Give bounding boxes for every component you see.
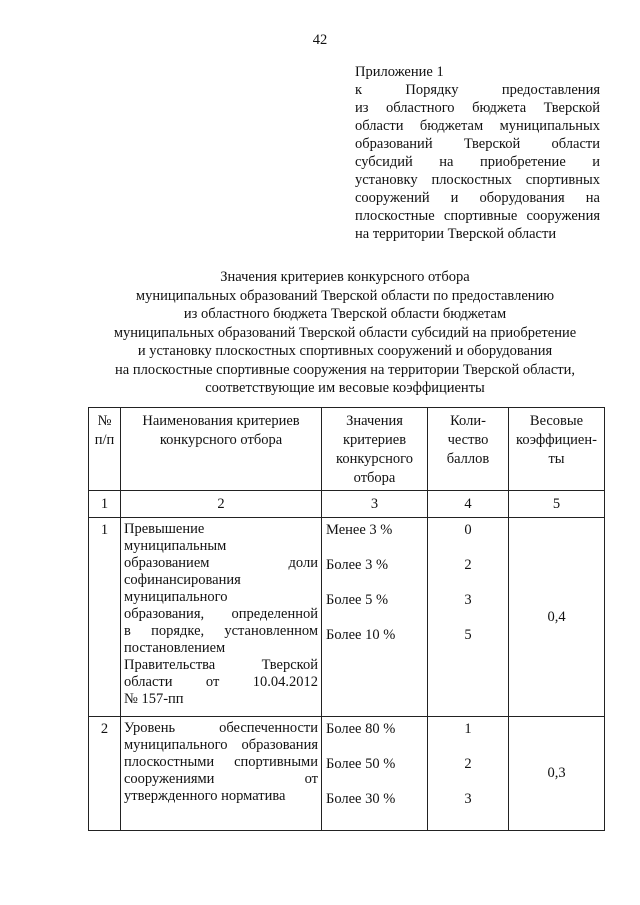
heading-line: и установку плоскостных спортивных сооружений и оборудования bbox=[137, 343, 553, 359]
criteria-name: Превышение муниципальным образованием доли софинансирования муниципального образования, определенной в порядке, установленном постановлением Правительства Тверской области от 10.04.2012 № 157-пп bbox=[121, 518, 322, 717]
column-number: 3 bbox=[322, 491, 428, 518]
weight-coefficient: 0,4 bbox=[509, 518, 605, 717]
criteria-value: Более 80 % bbox=[326, 721, 396, 737]
criteria-value: Более 5 % bbox=[326, 592, 389, 608]
criteria-name: Уровень обеспеченности муниципального образования плоскостными спортивными сооружениями от утвержденного норматива bbox=[121, 717, 322, 831]
appendix-line: плоскостные спортивные сооружения bbox=[355, 208, 600, 224]
weight-coefficient: 0,3 bbox=[509, 717, 605, 831]
criteria-value: Более 30 % bbox=[326, 791, 396, 807]
appendix-line: к Порядку предоставления bbox=[355, 82, 600, 98]
heading-line: на плоскостные спортивные сооружения на территории Тверской области, bbox=[115, 361, 575, 378]
column-number: 1 bbox=[89, 491, 121, 518]
heading-line: из областного бюджета Тверской области бюджетам bbox=[183, 306, 507, 322]
criteria-table bbox=[88, 407, 605, 831]
header-criteria-name: Наименования критериев конкурсного отбора bbox=[121, 408, 322, 491]
point-value: 0 bbox=[464, 522, 472, 538]
point-value: 3 bbox=[464, 791, 472, 807]
points bbox=[428, 717, 509, 831]
point-value: 2 bbox=[464, 557, 472, 573]
points bbox=[428, 518, 509, 717]
criteria-value: Более 3 % bbox=[326, 557, 389, 573]
point-value: 2 bbox=[464, 756, 472, 772]
criteria-value: Более 10 % bbox=[326, 627, 396, 643]
header-criteria-values: Значения критериев конкурсного отбора bbox=[322, 408, 428, 491]
header-points: Коли- чество баллов bbox=[428, 408, 509, 491]
appendix-line: образований Тверской области bbox=[355, 136, 600, 152]
criteria-value: Менее 3 % bbox=[326, 522, 393, 538]
row-number: 1 bbox=[89, 518, 121, 717]
point-value: 1 bbox=[464, 721, 472, 737]
appendix-line: из областного бюджета Тверской bbox=[355, 100, 600, 116]
table-row bbox=[89, 717, 605, 831]
heading-line: соответствующие им весовые коэффициенты bbox=[205, 380, 485, 396]
appendix-line: сооружений и оборудования на bbox=[355, 190, 600, 206]
heading-line: муниципальных образований Тверской области субсидий на приобретение bbox=[113, 324, 577, 341]
column-number: 5 bbox=[509, 491, 605, 518]
criteria-value: Более 50 % bbox=[326, 756, 396, 772]
document-heading bbox=[60, 268, 630, 398]
appendix-line: субсидий на приобретение и bbox=[355, 154, 600, 170]
appendix-line: установку плоскостных спортивных bbox=[355, 172, 600, 188]
table-header-row bbox=[89, 408, 605, 491]
appendix-line: области бюджетам муниципальных bbox=[355, 118, 600, 134]
heading-line: Значения критериев конкурсного отбора bbox=[220, 269, 470, 285]
row-number: 2 bbox=[89, 717, 121, 831]
criteria-values bbox=[322, 518, 428, 717]
header-number: № п/п bbox=[89, 408, 121, 491]
header-coefficients: Весовые коэффициен- ты bbox=[509, 408, 605, 491]
appendix-line: Приложение 1 bbox=[355, 64, 444, 80]
appendix-note bbox=[355, 63, 600, 243]
column-number: 2 bbox=[121, 491, 322, 518]
appendix-line: на территории Тверской области bbox=[355, 226, 557, 242]
table-row bbox=[89, 518, 605, 717]
point-value: 5 bbox=[464, 627, 472, 643]
column-number: 4 bbox=[428, 491, 509, 518]
criteria-values bbox=[322, 717, 428, 831]
page-number: 42 bbox=[312, 32, 328, 48]
column-number-row bbox=[89, 491, 605, 518]
heading-line: муниципальных образований Тверской области по предоставлению bbox=[135, 287, 555, 304]
point-value: 3 bbox=[464, 592, 472, 608]
